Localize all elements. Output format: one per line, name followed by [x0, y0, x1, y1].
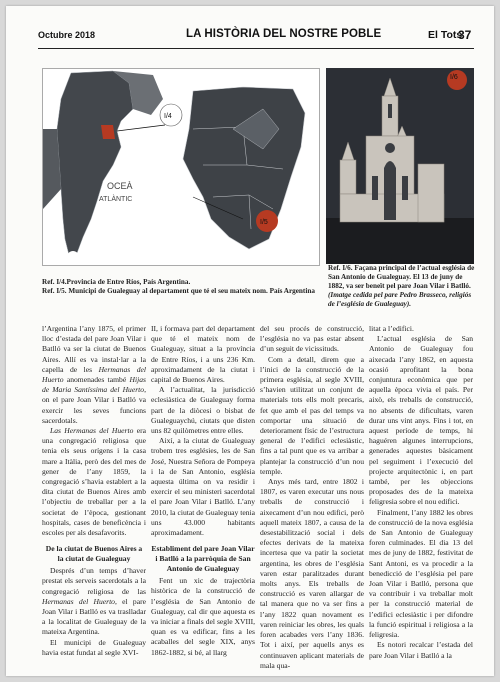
paragraph: L’actual església de San Antonio de Gualeguay fou aixecada l’any 1862, en aquesta ocasió aprofitant la bona conjuntura econòmica que per aquella època vivia el país. Per això, els treballs de construcció, no absents de dificultats, varen durar uns vint anys. Fins i tot, en aquest període de temps, hi haguéren algunes interrupcions, generades aquestes bàsicament pel seguiment i l’execució del projecte arquitectònic i, en part també, per les objeccions proposades des de la mateixa feligresia sobre el nou edifici.: [369, 334, 473, 507]
paragraph: Es notori recalcar l’estada del pare Joan Vilar i Batlló a la: [369, 640, 473, 660]
photo-caption: [328, 264, 478, 309]
ocean-label-2: ATLÀNTIC: [99, 196, 133, 203]
paragraph: Anys més tard, entre 1802 i 1807, es varen executar uns nous treballs de construcció i aixecament d’un nou edifici, però aquell mateix 1807, a causa de la desestabilització social i dels efectes derivats de la mateixa incertesa que va patir la societat argentina, les obres de l’església varen estar paralitzades durant molts anys. Els treballs de construcció es varen allargar de tal manera que no va ser fins a l’any 1822 quan novament es varen reiniciar les obres, les quals foren acabades vers l’any 1836. Tot i així, per aquells anys es continuaven aplicant materials de mala qua-: [260, 477, 364, 670]
paragraph: Las Hermanas del Huerto era una congregació religiosa que tenia els seus orígens i la casa mare a Itàlia, però des del mes de gener de l’any 1859, la congregació s’havia establert a la dita ciutat de Buenos Aires amb l’objectiu de treballar per a la societat de l’època, gestionant hospitals, cases de beneficència i escoles per als desafavorits.: [42, 426, 146, 538]
ref-i4-label: I/4: [164, 113, 172, 120]
caption-i4: Ref. I/4.Provincia de Entre Ríos, País Argentina.: [42, 278, 191, 286]
page-number: 37: [458, 28, 472, 42]
subheading: De la ciutat de Buenos Aires a la ciutat de Gualeguay: [45, 544, 143, 564]
magazine-page: [6, 6, 494, 676]
paragraph: l’Argentina l’any 1875, el primer lloc d’estada del pare Joan Vilar i Batlló va ser la ciutat de Buenos Aires. Allí es va instal·lar a la capella de les Hermanas del Huerto anomenades també Hijas de Maria Santíssima del Huerto, on el pare Joan Vilar i Batlló va exercir les seves funcions sacerdotals.: [42, 324, 146, 425]
church-facade-illustration: [326, 68, 474, 264]
ref-i5-label: I/5: [260, 219, 268, 226]
caption-i6: Ref. I/6. Façana principal de l’actual església de San Antonio de Gualeguay. El 13 de juny de 1882, va ser beneït pel pare Joan Vilar i Batlló.: [328, 264, 475, 290]
paragraph: Com a detall, direm que a l’inici de la construcció de la primera església, al segle XVIII, s’havien utilitzat un conjunt de materials tots ells molt precaris, fet que amb el pas del temps va comportar una situació de deteriorament físic de l’estructura general de l’edifici eclesiàstic, fins a tal punt que es va arribar a plantejar la construcció d’un nou temple.: [260, 354, 364, 476]
argentina-maps-illustration: [43, 69, 319, 265]
publication-name: El Tots: [428, 29, 463, 41]
ocean-label-1: OCEÀ: [107, 181, 133, 191]
church-photo: [326, 68, 474, 264]
paragraph: del seu procés de construcció, l’església no va pas estar absent d’un seguit de vicissituds.: [260, 324, 364, 354]
paragraph: Fent un xic de trajectòria històrica de la construcció de l’església de San Antonio de Gualeguay, cal dir que aquesta es va iniciar a finals del segle XVIII, quan es va edificar, fins a les acaballes del segle XIX, anys 1862-1882, si bé, al llarg: [151, 576, 255, 657]
maps-caption: [42, 278, 318, 296]
paragraph: El municipi de Gualeguay havia estat fundat al segle XVI-: [42, 637, 146, 657]
article-column-3: [260, 324, 364, 671]
article-column-1: [42, 324, 146, 658]
ref-i6-label: I/6: [450, 74, 458, 81]
caption-i5: Ref. I/5. Municipi de Gualeguay al departament que té el seu mateix nom. País Argentina: [42, 287, 315, 295]
issue-date: Octubre 2018: [38, 30, 96, 40]
subheading: Establiment del pare Joan Vilar i Batlló a la parròquia de San Antonio de Gualeguay: [151, 544, 255, 574]
paragraph: litat a l’edifici.: [369, 324, 414, 333]
maps-figure: [42, 68, 320, 266]
paragraph: Després d’un temps d’haver prestat els serveis sacerdotals a la congregació religiosa de las Hermanas del Huerto, el pare Joan Vilar i Batlló es va traslladar a la localitat de Gualeguay de la mateixa Argentina.: [42, 566, 146, 637]
article-column-4: [369, 324, 473, 661]
paragraph: A l’actualitat, la jurisdicció eclesiàstica de Gualeguay forma part de la diòcesi o bisbat de Gualeguaychú, ciutats que disten uns 82 quilòmetres entre elles.: [151, 385, 255, 436]
paragraph: II, i formava part del departament que té el mateix nom de Gualeguay, situat a la província de Entre Ríos, i a uns 236 Km. aproximadament de la ciutat i capital de Buenos Aires.: [151, 324, 255, 385]
paragraph: Finalment, l’any 1882 les obres de construcció de la nova església de San Antonio de Gualeguay foren culminades. El dia 13 del mes de juny de 1882, festivitat de Sant Antoni, es va procedir a la benedicció de l’església pel pare Joan Vilar i Batlló, persona que va contribuir i va treballar molt per la construcció material de l’edifici eclesiàstic i per difondre la funció espiritual i religiosa a la feligresia.: [369, 507, 473, 640]
caption-i6-credit: (Imatge cedida pel pare Pedro Brasseco, religiós de l’església de Gualeguay).: [328, 291, 472, 308]
section-title: LA HISTÒRIA DEL NOSTRE POBLE: [186, 28, 382, 40]
paragraph: Així, a la ciutat de Gualeguay trobem tres esglésies, les de San José, Nuestra Señora de Pompeya i la de San Antonio, església aquesta última on va residir i exercir el seu ministeri sacerdotal el pare Joan Vilar i Batlló. L’any 2010, la ciutat de Gualeguay tenia uns 43.000 habitants aproximadament.: [151, 436, 255, 538]
entre-rios-marker: [101, 125, 115, 139]
page-header: [38, 28, 474, 49]
article-column-2: [151, 324, 255, 658]
